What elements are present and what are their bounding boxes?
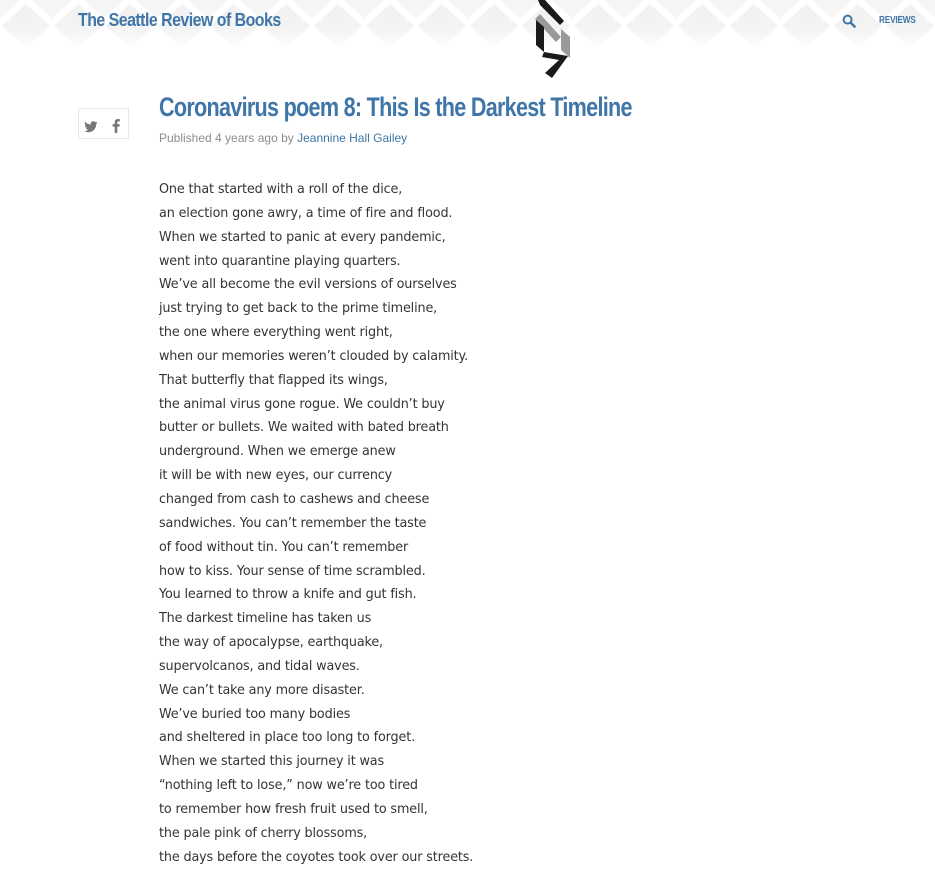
poem-line: We can’t take any more disaster. [159, 681, 365, 698]
poem-line: and sheltered in place too long to forget. [159, 729, 416, 746]
twitter-icon[interactable] [84, 118, 98, 130]
author-link[interactable]: Jeannine Hall Gailey [297, 131, 408, 145]
byline-published: Published 4 years ago by [159, 131, 298, 145]
poem-line: it will be with new eyes, our currency [159, 467, 393, 484]
poem-line: We’ve all become the evil versions of ourselves [159, 276, 457, 293]
poem-line: We’ve buried too many bodies [159, 705, 351, 722]
poem-line: the animal virus gone rogue. We couldn’t buy [159, 395, 445, 412]
article-title: Coronavirus poem 8: This Is the Darkest Timeline [159, 92, 632, 122]
poem-line: changed from cash to cashews and cheese [159, 490, 430, 507]
poem-line: The darkest timeline has taken us [159, 610, 372, 627]
nav-reviews-link[interactable]: REVIEWS [879, 15, 916, 26]
poem-line: the one where everything went right, [159, 324, 393, 341]
poem-line: That butterfly that flapped its wings, [159, 371, 388, 388]
poem-line: When we started this journey it was [159, 753, 385, 770]
poem-body [159, 178, 493, 869]
poem-line: to remember how fresh fruit used to smell, [159, 800, 428, 817]
poem-line: When we started to panic at every pandemic, [159, 228, 446, 245]
poem-line: sandwiches. You can’t remember the taste [159, 514, 427, 531]
poem-line: butter or bullets. We waited with bated breath [159, 419, 449, 436]
facebook-icon[interactable] [111, 118, 121, 132]
poem-line: went into quarantine playing quarters. [159, 252, 401, 269]
poem-line: the pale pink of cherry blossoms, [159, 824, 368, 841]
poem-line: just trying to get back to the prime timeline, [159, 300, 438, 317]
poem-line: “nothing left to lose,” now we’re too tired [159, 777, 418, 794]
site-title-link[interactable]: The Seattle Review of Books [78, 9, 281, 30]
poem-line: an election gone awry, a time of fire and flood. [159, 204, 453, 221]
poem-line: supervolcanos, and tidal waves. [159, 657, 360, 674]
share-box [78, 108, 129, 139]
search-icon[interactable] [842, 13, 856, 27]
poem-line: You learned to throw a knife and gut fish. [159, 586, 417, 603]
poem-line: how to kiss. Your sense of time scrambled. [159, 562, 426, 579]
poem-line: the way of apocalypse, earthquake, [159, 634, 383, 651]
poem-line: of food without tin. You can’t remember [159, 538, 409, 555]
site-header [0, 0, 935, 52]
poem-line: One that started with a roll of the dice, [159, 181, 403, 197]
poem-line: when our memories weren’t clouded by calamity. [159, 347, 469, 364]
byline [159, 131, 407, 145]
poem-line: the days before the coyotes took over our streets. [159, 848, 474, 865]
poem-line: underground. When we emerge anew [159, 443, 396, 460]
serpentine-s-logo-icon[interactable] [530, 0, 574, 80]
